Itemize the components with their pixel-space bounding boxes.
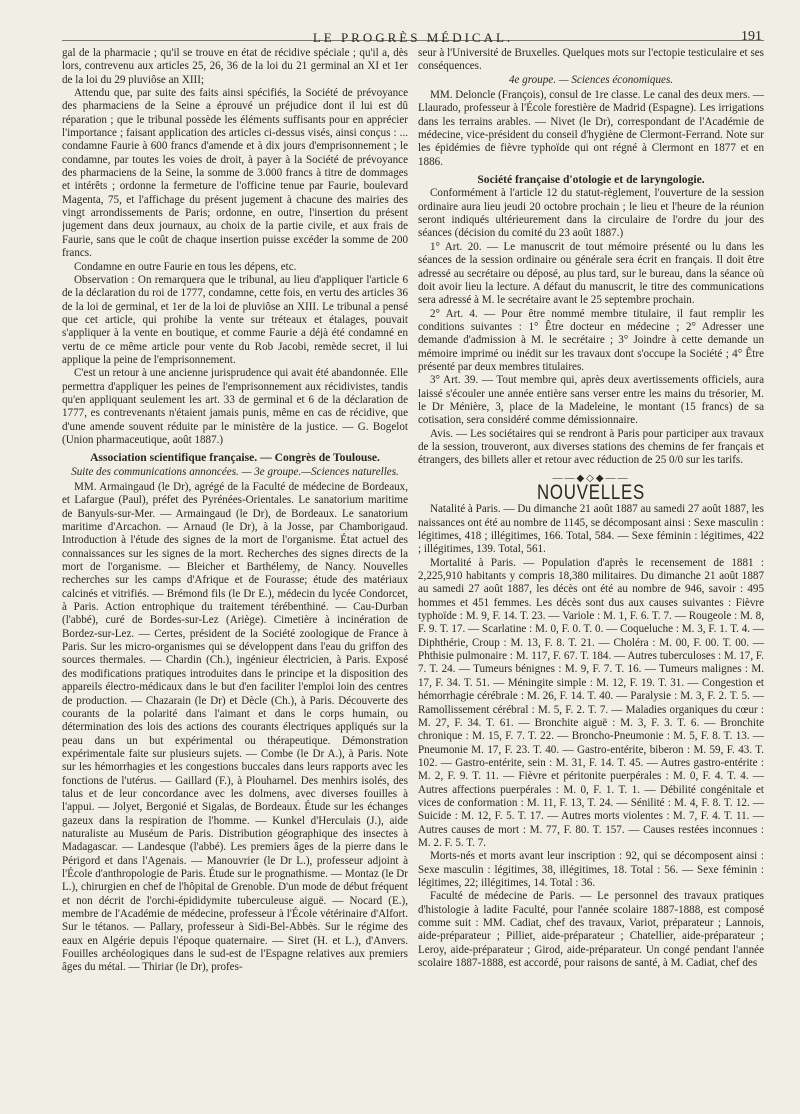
nouvelles-heading: NOUVELLES <box>536 481 646 504</box>
otology-society-heading: Société française d'otologie et de laryngologie. <box>477 173 705 187</box>
association-subheading: Suite des communications annoncées. — 3e groupe.—Sciences naturelles. <box>71 465 399 478</box>
otology-session-notice: Conformément à l'article 12 du statut-règlement, l'ouverture de la session ordinaire aura lieu jeudi 20 octobre prochain ; le lieu et l'heure de la réunion seront indiqués ultérieurement dans la circulaire de l'ordre du jour des séances (décision du comité du 23 août 1887.) <box>418 187 764 240</box>
communications-continuation: seur à l'Université de Bruxelles. Quelques mots sur l'ectopie testiculaire et ses conséquences. <box>418 47 764 73</box>
avis-paragraph: Avis. — Les sociétaires qui se rendront à Paris pour participer aux travaux de la session, trouveront, aux diverses stations des chemins de fer français et étrangers, des billets aller et retour avec réduction de 25 0/0 sur les tarifs. <box>418 427 764 467</box>
judgment-attendu: Attendu que, par suite des faits ainsi spécifiés, la Société de prévoyance des pharmaciens de la Seine a éprouvé un préjudice dont il lui est dû réparation ; que le tribunal possède les éléments suffisants pour en apprécier l'importance ; faisant application des articles ci-dessus visés, ainsi conçus : ... condamne Faurie à 600 francs d'amende et à dix jours d'emprisonnement ; le condamne, par toutes les voies de droit, à payer à la Société de prévoyance des pharmaciens de la Seine, la somme de 3.000 francs à titre de dommages et intérêts ; ordonne la fermeture de l'officine tenue par Faurie, boulevard Magenta, 75, et l'affichage du présent jugement à chacune des mairies des vingt arrondissements de Paris; ordonne, en outre, l'insertion du présent jugement dans deux journaux, au choix de la partie civile, et aux frais de Faurie, sans que le coût de chaque insertion puisse excéder la somme de 200 francs. <box>62 87 408 260</box>
natalite-paragraph: Natalité à Paris. — Du dimanche 21 août 1887 au samedi 27 août 1887, les naissances ont été au nombre de 1145, se décomposant ainsi : Sexe masculin : légitimes, 418 ; illégitimes, 166. Total, 584. — Sexe féminin : légitimes, 422 ; illégitimes, 139. Total, 561. <box>418 503 764 556</box>
right-column <box>418 47 764 1102</box>
mortalite-paragraph: Mortalité à Paris. — Population d'après le recensement de 1881 : 2,225,910 habitants y compris 18,380 militaires. Du dimanche 21 août 1887 au samedi 27 août 1887, les décès ont été au nombre de 946, savoir : 495 hommes et 451 femmes. Les décès sont dus aux causes suivantes : Fièvre typhoïde : M. 9, F. 14. T. 23. — Variole : M. 1, F. 6. T. 7. — Rougeole : M. 8, F. 9. T. 17. — Scarlatine : M. 0, F. 0. T. 0. — Coqueluche : M. 3, F. 1. T. 4. — Diphthérie, Croup : M. 13, F. 8. T. 21. — Choléra : M. 00, F. 00. T. 00. — Phthisie pulmonaire : M. 117, F. 67. T. 184. — Autres tuberculoses : M. 17, F. 7. T. 24. — Tumeurs bénignes : M. 9, F. 7. T. 16. — Tumeurs malignes : M. 17, F. 34. T. 51. — Méningite simple : M. 12, F. 19. T. 31. — Congestion et hémorrhagie cérébrale : M. 26, F. 14. T. 40. — Paralysie : M. 3, F. 2. T. 5. — Ramollissement cérébral : M. 5, F. 2. T. 7. — Maladies organiques du cœur : M. 27, F. 34. T. 61. — Bronchite aiguë : M. 3, F. 3. T. 6. — Bronchite chronique : M. 15, F. 7. T. 22. — Broncho-Pneumonie : M. 5, F. 8. T. 13. — Pneumonie M. 17, F. 23. T. 40. — Gastro-entérite, biberon : M. 59, F. 43. T. 102. — Gastro-entérite, sein : M. 31, F. 14. T. 45. — Autres gastro-entérite : M. 2, F. 9. T. 11. — Fièvre et péritonite puerpérales : M. 0, F. 4. T. 4. — Autres affections puerpérales : M. 0, F. 1. T. 1. — Débilité congénitale et vices de conformation : M. 11, F. 13, T. 24. — Sénilité : M. 4, F. 8. T. 12. — Suicide : M. 12, F. 5. T. 17. — Autres morts violentes : M. 7, F. 4. T. 11. — Autres causes de mort : M. 77, F. 80. T. 157. — Causes restées inconnues : M. 2. F. 5. T. 7. <box>418 556 764 849</box>
left-column <box>62 47 408 1102</box>
article-20: 1° Art. 20. — Le manuscrit de tout mémoire présenté ou lu dans les séances de la session ordinaire ou générale sera écrit en français. Il doit être adressé au secrétaire ou déposé, au plus tard, sur le bureau, dans la séance où doit avoir lieu la lecture. A défaut du manuscrit, le titre des communications sera adressé à M. le secrétaire avant le 25 septembre prochain. <box>418 240 764 307</box>
ornamental-separator: ——◆◇◆—— <box>552 472 630 484</box>
article-39: 3° Art. 39. — Tout membre qui, après deux avertissements officiels, aura laissé s'écouler une année entière sans verser entre les mains du trésorier, M. le Dr Ménière, 3, place de la Madeleine, le montant (15 francs) de sa cotisation, sera considéré comme démissionnaire. <box>418 374 764 427</box>
faculte-paragraph: Faculté de médecine de Paris. — Le personnel des travaux pratiques d'histologie à ladite Faculté, pour l'année scolaire 1887-1888, est composé comme suit : MM. Cadiat, chef des travaux, Variot, préparateur ; Lannois, aide-préparateur ; Pilliet, aide-préparateur ; Chatellier, aide-préparateur ; Leroy, aide-préparateur ; Girod, aide-préparateur. Un congé pendant l'année scolaire 1887-1888, est accordé, pour raisons de santé, à M. Cadiat, chef des <box>418 890 764 970</box>
observation-paragraph: Observation : On remarquera que le tribunal, au lieu d'appliquer l'article 6 de la déclaration du roi de 1777, condamne, cette fois, en vertu des articles 36 de la loi de germinal, et 1er de la loi de pluviôse an XIII. Le tribunal a pensé que cet article, qui prohibe la vente sur tréteaux et étalages, pouvait s'appliquer à la vente en boutique, et comme Faurie a déjà été condamné en vertu de ce même article pour vente du Rob Jacobi, remède secret, il lui applique la peine de l'emprisonnement. <box>62 273 408 366</box>
page-number: 191 <box>741 29 762 44</box>
running-title: LE PROGRÈS MÉDICAL. <box>312 30 514 45</box>
jurisprudence-paragraph: C'est un retour à une ancienne jurisprudence qui avait été abandonnée. Elle permettra d'appliquer les peines de l'emprisonnement aux récidivistes, tandis qu'en appliquant seulement les art. 33 de germinal et 6 de la déclaration de 1777, es contrevenants n'étaient jamais punis, même en cas de récidive, que d'une amende souvent réduite par le ministère de la justice. — G. Bogelot (Union pharmaceutique, août 1887.) <box>62 367 408 446</box>
two-column-body <box>62 47 764 1102</box>
association-heading: Association scientifique française. — Congrès de Toulouse. <box>90 451 380 465</box>
group4-heading: 4e groupe. — Sciences économiques. <box>508 73 674 86</box>
judgment-continuation: gal de la pharmacie ; qu'il se trouve en état de récidive spéciale ; qu'il a, dès lors, contrevenu aux articles 25, 26, 36 de la loi du 21 germinal an XI et 1er de la loi du 29 pluviôse an XIII; <box>62 47 408 86</box>
running-header <box>62 0 764 45</box>
natural-sciences-communications: MM. Armaingaud (le Dr), agrégé de la Faculté de médecine de Bordeaux, et Lafargue (Paul), préfet des Pyrénées-Orientales. Le sanatorium maritime de Banyuls-sur-Mer. — Armaingaud (le Dr), de Bordeaux. Le sanatorium maritime d'Arcachon. — Arnaud (le Dr), à la Josse, par Chamborigaud. Introduction à l'étude des signes de la mort de l'organisme. État actuel des connaissances sur les signes de la mort. Recherches des signes directs de la mort de l'organisme. — Bleicher et Barthélemy, de Nancy. Nouvelles recherches sur les camps d'Afrique et de Fourasse; étude des matériaux calcinés et vitrifiés. — Brémond fils (le Dr E.), médecin du lycée Condorcet, à Paris. Action entrophique du traitement térébenthiné. — Cau-Durban (l'abbé), curé de Bordes-sur-Lez (Ariège). Cimetière à incinération de Bordez-sur-Lez. — Certes, président de la Société zoologique de France à Paris. Sur les micro-organismes qui se développent dans l'eau du griffon des sources thermales. — Chardin (Ch.), ingénieur électricien, à Paris. Exposé des modifications pratiques introduites dans le principe et la disposition des appareils électro-médicaux dans le but d'en faciliter l'emploi loin des centres de production. — Chazarain (le Dr) et Dècle (Ch.), à Paris. Découverte des courants de la polarité dans l'aimant et dans le corps humain, ou détermination des lois des actions des courants électriques appliqués sur la peau dans un but expérimental ou thérapeutique. Démonstration expérimentale faite sur plusieurs sujets. — Combe (le Dr A.), à Paris. Note sur les hémorrhagies et les congestions buccales dans leurs rapports avec les fonctions de l'utérus. — Gaillard (F.), à Plouharnel. Des menhirs isolés, des talus et de leur concordance avec les dolmens, avec diverses fouilles à l'appui. — Jolyet, Bergonié et Sigalas, de Bordeaux. Étude sur les échanges gazeux dans la respiration de l'homme. — Kunkel d'Herculais (J.), aide naturaliste au Muséum de Paris. Distribution géographique des insectes à Madagascar. — Landesque (l'abbé). Les premiers âges de la pierre dans le Périgord et dans l'Agenais. — Manouvrier (le Dr L.), professeur adjoint à l'École d'anthropologie de Paris. Étude sur le prognathisme. — Montaz (le Dr L.), chirurgien en chef de l'hôpital de Grenoble. D'un mode de début fréquent et non décrit de l'orchi-épididymite tuberculeuse aiguë. — Nocard (E.), membre de l'Académie de médecine, professeur à l'École vétérinaire d'Alfort. Sur le tétanos. — Pallary, professeur à Sidi-Bel-Abbès. Sur le régime des eaux en Algérie depuis l'époque quaternaire. — Siret (H. et L.), d'Anvers. Fouilles archéologiques dans le sud-est de l'Espagne relatives aux premiers âges du métal. — Thiriar (le Dr), profes- <box>62 481 408 974</box>
article-4: 2° Art. 4. — Pour être nommé membre titulaire, il faut remplir les conditions suivantes : 1° Être docteur en médecine ; 2° Adresser une demande d'admission à M. le secrétaire ; 3° Joindre à cette demande un mémoire imprimé ou inédit sur les travaux dont s'occupe la Société ; 4° Être présenté par deux membres titulaires. <box>418 307 764 373</box>
economic-sciences-communications: MM. Deloncle (François), consul de 1re classe. Le canal des deux mers. — Llaurado, professeur à l'École forestière de Madrid (Espagne). Les irrigations dans les terrains arables. — Nivet (le Dr), correspondant de l'Académie de médecine, vice-président du conseil d'hygiène de Clermont-Ferrand. Note sur les épidémies de fièvre typhoïde qui ont régné à Clermont en 1877 et en 1886. <box>418 89 764 168</box>
judgment-costs: Condamne en outre Faurie en tous les dépens, etc. <box>74 260 297 273</box>
morts-nes-paragraph: Morts-nés et morts avant leur inscription : 92, qui se décomposent ainsi : Sexe masculin : légitimes, 38, illégitimes, 18. Total : 56. — Sexe féminin : légitimes, 22; illégitimes, 14. Total : 36. <box>418 850 764 889</box>
